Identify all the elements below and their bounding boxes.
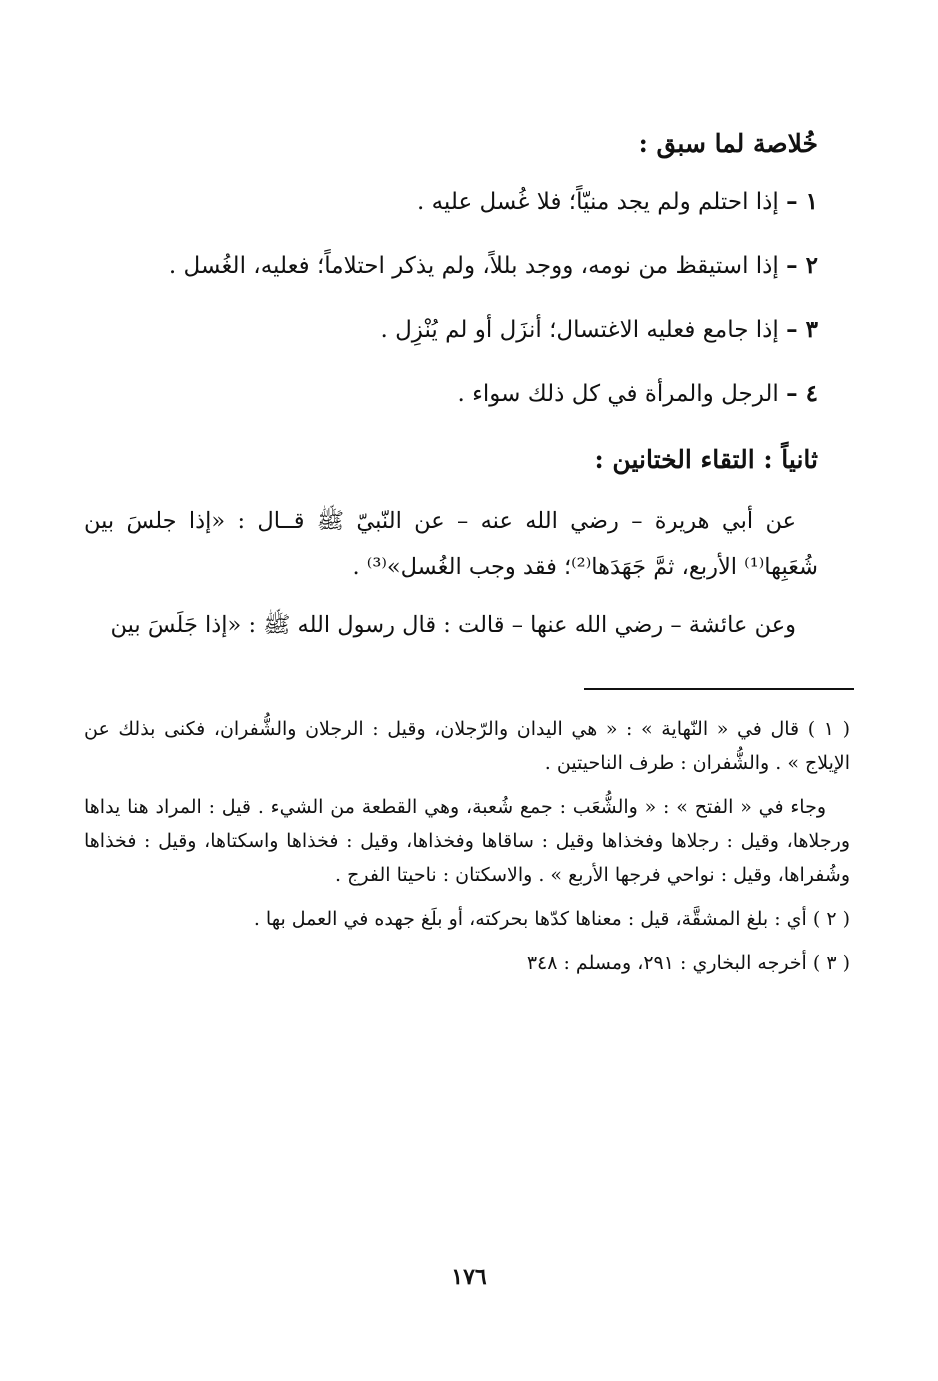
main-text — [84, 122, 818, 660]
footnote-1: ( ١ ) قال في « النّهاية » : « هي اليدان والرّجلان، وقيل : الرجلان والشُّفران، فكنى بذلك عن الإيلاج » . والشُّفران : طرف الناحيتين . — [84, 718, 851, 774]
item-number: ٣ – — [786, 316, 818, 343]
item-text: إذا جامع فعليه الاغتسال؛ أنزَل أو لم يُنْزِل . — [380, 317, 787, 343]
item-number: ٢ – — [786, 252, 818, 279]
page-number: ١٧٦ — [451, 1264, 487, 1290]
item-text: إذا احتلم ولم يجد منيّاً؛ فلا غُسل عليه . — [416, 189, 787, 215]
hadith-paragraph-2: وعن عائشة – رضي الله عنها – قالت : قال رسول الله ﷺ : «إذا جَلَسَ بين — [110, 612, 796, 638]
footnotes — [84, 712, 850, 990]
footnote-3: ( ٣ ) أخرجه البخاري : ٢٩١، ومسلم : ٣٤٨ — [526, 952, 850, 974]
footnote-divider — [584, 688, 854, 690]
summary-item-4 — [84, 374, 818, 414]
item-number: ٤ – — [786, 380, 818, 407]
item-number: ١ – — [786, 188, 818, 215]
section-heading: ثانياً : التقاء الختانين : — [594, 445, 818, 474]
footnote-1-continued: وجاء في « الفتح » : « والشُّعَب : جمع شُعبة، وهي القطعة من الشيء . قيل : المراد هنا يداها ورجلاها، وقيل : رجلاها وفخذاها وقيل : ساقاها وفخذاها، وقيل : فخذاها واسكتاها، وقيل : فخذاها وشُفراها، وقيل : نواحي فرجها الأربع » . والاسكتان : ناحيتا الفرج . — [84, 796, 850, 886]
summary-item-3 — [84, 310, 818, 350]
summary-item-1 — [84, 182, 818, 222]
hadith-paragraph-1: عن أبي هريرة – رضي الله عنه – عن النّبيّ ﷺ قــال : «إذا جلسَ بين شُعَبِها⁽¹⁾ الأربع، ثمَّ جَهَدَها⁽²⁾؛ فقد وجب الغُسل»⁽³⁾ . — [84, 508, 818, 580]
summary-heading: خُلاصة لما سبق : — [638, 129, 818, 158]
footnote-2: ( ٢ ) أي : بلغ المشقَّة، قيل : معناها كدّها بحركته، أو بلَغ جهده في العمل بها . — [253, 908, 850, 930]
item-text: الرجل والمرأة في كل ذلك سواء . — [457, 381, 787, 407]
summary-item-2 — [84, 246, 818, 286]
item-text: إذا استيقظ من نومه، ووجد بللاً، ولم يذكر احتلاماً؛ فعليه، الغُسل . — [168, 253, 787, 279]
